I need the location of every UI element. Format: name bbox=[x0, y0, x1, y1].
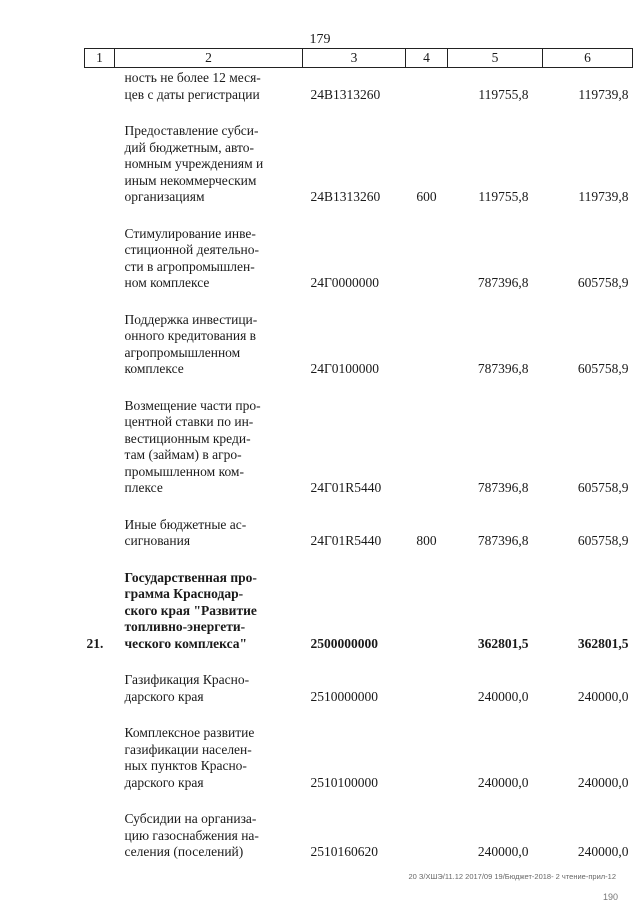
table-row bbox=[85, 103, 633, 206]
footer-corner-number: 190 bbox=[602, 892, 618, 902]
row-amount-2018: 787396,8 bbox=[477, 361, 529, 376]
row-amount-2019: 605758,9 bbox=[577, 480, 629, 495]
row-amount-2019: 119739,8 bbox=[578, 86, 629, 102]
row-amount-2018: 240000,0 bbox=[477, 688, 529, 704]
column-header: 6 bbox=[543, 49, 633, 68]
row-amount-2018: 787396,8 bbox=[477, 533, 529, 548]
row-target-code: 24Г0100000 bbox=[310, 361, 380, 376]
row-name: Иные бюджетные ас- сигнования bbox=[124, 516, 247, 548]
row-number bbox=[85, 103, 115, 206]
row-amount-2018: 787396,8 bbox=[477, 480, 529, 495]
row-number bbox=[85, 791, 115, 861]
row-amount-2019: 119739,8 bbox=[578, 189, 629, 204]
row-number bbox=[85, 497, 115, 550]
column-header: 4 bbox=[406, 49, 448, 68]
column-header: 5 bbox=[448, 49, 543, 68]
row-expense-type bbox=[406, 378, 448, 497]
row-target-code: 24В1313260 bbox=[310, 86, 381, 102]
page-number: 179 bbox=[309, 32, 331, 47]
row-number bbox=[85, 68, 115, 104]
row-number: 21. bbox=[86, 635, 104, 651]
row-expense-type bbox=[406, 791, 448, 861]
row-amount-2019: 240000,0 bbox=[577, 688, 629, 704]
row-number bbox=[85, 652, 115, 705]
row-name: Стимулирование инве- стиционной деятельно- сти в агропромышлен- ном комплексе bbox=[124, 225, 259, 290]
row-target-code: 2510160620 bbox=[310, 844, 378, 859]
row-amount-2019: 605758,9 bbox=[577, 275, 629, 290]
table-row bbox=[85, 652, 633, 705]
table-row bbox=[85, 705, 633, 791]
row-amount-2019: 240000,0 bbox=[577, 774, 629, 790]
row-target-code: 2500000000 bbox=[310, 635, 378, 651]
row-amount-2018: 119755,8 bbox=[478, 189, 529, 204]
row-amount-2019: 362801,5 bbox=[577, 635, 629, 651]
row-expense-type bbox=[406, 652, 448, 705]
table-row bbox=[85, 292, 633, 378]
row-number bbox=[85, 378, 115, 497]
row-expense-type bbox=[406, 550, 448, 653]
row-number bbox=[85, 705, 115, 791]
row-expense-type bbox=[406, 705, 448, 791]
row-name: Предоставление субси- дий бюджетным, авто- номным учреждениям и иным некоммерческим организациям bbox=[124, 123, 264, 204]
table-body bbox=[85, 68, 633, 861]
row-amount-2019: 605758,9 bbox=[577, 533, 629, 548]
row-target-code: 24В1313260 bbox=[310, 189, 381, 204]
row-name: ность не более 12 меся- цев с даты регистрации bbox=[124, 70, 261, 102]
table-row bbox=[85, 791, 633, 861]
row-target-code: 2510100000 bbox=[310, 774, 378, 790]
budget-table bbox=[84, 48, 633, 861]
row-name: Комплексное развитие газификации населен- ных пунктов Красно- дарского края bbox=[124, 725, 255, 790]
table-row bbox=[85, 68, 633, 104]
row-amount-2019: 240000,0 bbox=[577, 844, 629, 859]
row-number bbox=[85, 292, 115, 378]
row-amount-2018: 787396,8 bbox=[477, 275, 529, 290]
row-target-code: 24Г0000000 bbox=[310, 275, 380, 290]
row-expense-type bbox=[406, 206, 448, 292]
row-expense-type: 600 bbox=[416, 189, 437, 204]
column-header: 3 bbox=[303, 49, 406, 68]
row-target-code: 24Г01R5440 bbox=[310, 480, 382, 495]
row-amount-2018: 362801,5 bbox=[477, 635, 529, 651]
row-name: Возмещение части про- центной ставки по ин- вестиционным креди- там (займам) в агро- промышленном ком- плексе bbox=[124, 397, 261, 495]
table-row bbox=[85, 206, 633, 292]
row-name: Газификация Красно- дарского края bbox=[124, 672, 250, 704]
table-row bbox=[85, 550, 633, 653]
row-target-code: 24Г01R5440 bbox=[310, 533, 382, 548]
column-header: 2 bbox=[115, 49, 303, 68]
row-number bbox=[85, 206, 115, 292]
row-expense-type: 800 bbox=[416, 533, 437, 548]
row-name: Государственная про- грамма Краснодар- ского края "Развитие топливно-энергети- ческого комплекса" bbox=[124, 569, 257, 651]
row-amount-2018: 119755,8 bbox=[478, 86, 529, 102]
column-header: 1 bbox=[85, 49, 115, 68]
row-name: Субсидии на организа- цию газоснабжения на- селения (поселений) bbox=[124, 811, 259, 859]
row-name: Поддержка инвестици- онного кредитования в агропромышленном комплексе bbox=[124, 311, 258, 376]
row-amount-2018: 240000,0 bbox=[477, 774, 529, 790]
table-row bbox=[85, 497, 633, 550]
row-amount-2019: 605758,9 bbox=[577, 361, 629, 376]
table-row bbox=[85, 378, 633, 497]
row-target-code: 2510000000 bbox=[310, 688, 378, 704]
row-amount-2018: 240000,0 bbox=[477, 844, 529, 859]
row-expense-type bbox=[406, 68, 448, 104]
table-header-row bbox=[85, 49, 633, 68]
footer-filepath: 20 З/ХШЭ/11.12 2017/09 19/Бюджет-2018- 2 чтение-прил-12 bbox=[408, 872, 616, 881]
row-expense-type bbox=[406, 292, 448, 378]
